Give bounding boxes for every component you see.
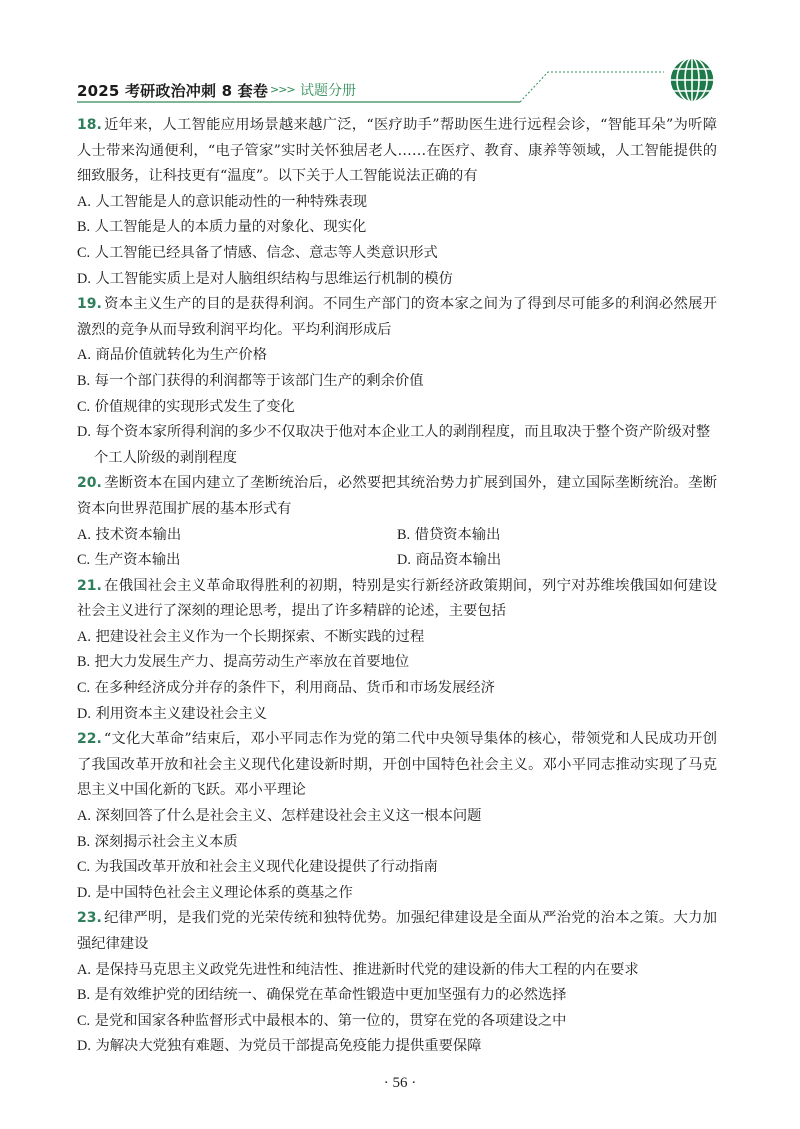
- question-text: 垄断资本在国内建立了垄断统治后，必然要把其统治势力扩展到国外，建立国际垄断统治。垄断资本向世界范围扩展的基本形式有: [77, 475, 717, 517]
- option-d[interactable]: D. 商品资本输出: [397, 552, 502, 569]
- option-b[interactable]: B. 把大力发展生产力、提高劳动生产率放在首要地位: [77, 654, 410, 671]
- question-stem: [77, 727, 717, 804]
- page-number: · 56 ·: [383, 1075, 417, 1091]
- option-d[interactable]: D. 是中国特色社会主义理论体系的奠基之作: [77, 884, 353, 901]
- question-number: 23.: [77, 910, 102, 927]
- option-c[interactable]: C. 价值规律的实现形式发生了变化: [77, 398, 295, 415]
- book-title: 2025 考研政治冲刺 8 套卷: [77, 82, 269, 100]
- option-b[interactable]: B. 人工智能是人的本质力量的对象化、现实化: [77, 219, 367, 236]
- option-a[interactable]: A. 是保持马克思主义政党先进性和纯洁性、推进新时代党的建设新的伟大工程的内在要求: [77, 961, 639, 978]
- question-22: [77, 727, 717, 906]
- question-stem: [77, 574, 717, 625]
- option-a[interactable]: A. 把建设社会主义作为一个长期探索、不断实践的过程: [77, 628, 425, 645]
- option-row: [77, 548, 717, 574]
- question-20: [77, 471, 717, 573]
- page-header: [0, 0, 800, 115]
- option-c[interactable]: C. 生产资本输出: [77, 552, 181, 569]
- question-21: [77, 574, 717, 728]
- option-b[interactable]: B. 每一个部门获得的利润都等于该部门生产的剩余价值: [77, 372, 424, 389]
- option-row: [77, 523, 717, 549]
- question-stem: [77, 292, 717, 343]
- question-number: 20.: [77, 475, 102, 492]
- header-arrows: >>>: [270, 83, 295, 96]
- question-number: 21.: [77, 577, 102, 594]
- question-23: [77, 906, 717, 1060]
- section-subtitle: 试题分册: [300, 83, 356, 99]
- option-a[interactable]: A. 人工智能是人的意识能动性的一种特殊表现: [77, 193, 368, 210]
- question-text: “文化大革命”结束后，邓小平同志作为党的第二代中央领导集体的核心，带领党和人民成功开创了我国改革开放和社会主义现代化建设新时期，开创中国特色社会主义。邓小平同志推动实现了马克思主义中国化新的飞跃。邓小平理论: [77, 731, 717, 799]
- question-text: 资本主义生产的目的是获得利润。不同生产部门的资本家之间为了得到尽可能多的利润必然展开激烈的竞争从而导致利润平均化。平均利润形成后: [77, 296, 717, 338]
- question-text: 纪律严明，是我们党的光荣传统和独特优势。加强纪律建设是全面从严治党的治本之策。大力加强纪律建设: [77, 910, 717, 952]
- option-c[interactable]: C. 为我国改革开放和社会主义现代化建设提供了行动指南: [77, 859, 438, 876]
- option-c[interactable]: C. 是党和国家各种监督形式中最根本的、第一位的，贯穿在党的各项建设之中: [77, 1012, 567, 1029]
- globe-icon: [668, 56, 716, 104]
- question-stem: [77, 906, 717, 957]
- question-number: 19.: [77, 296, 102, 313]
- question-18: [77, 113, 717, 292]
- question-19: [77, 292, 717, 471]
- option-a[interactable]: A. 深刻回答了什么是社会主义、怎样建设社会主义这一根本问题: [77, 808, 482, 825]
- option-a[interactable]: A. 技术资本输出: [77, 526, 182, 543]
- question-number: 18.: [77, 117, 102, 133]
- option-d[interactable]: D. 人工智能实质上是对人脑组织结构与思维运行机制的模仿: [77, 270, 453, 287]
- question-stem: [77, 471, 717, 522]
- question-stem: [77, 113, 717, 190]
- question-text: 近年来，人工智能应用场景越来越广泛，“医疗助手”帮助医生进行远程会诊，“智能耳朵”为听障人士带来沟通便利，“电子管家”实时关怀独居老人……在医疗、教育、康养等领域，人工智能提供的细致服务，让科技更有“温度”。以下关于人工智能说法正确的有: [77, 117, 717, 185]
- option-b[interactable]: B. 是有效维护党的团结统一、确保党在革命性锻造中更加坚强有力的必然选择: [77, 987, 567, 1004]
- question-number: 22.: [77, 731, 102, 748]
- option-d[interactable]: D. 利用资本主义建设社会主义: [77, 705, 268, 722]
- option-d[interactable]: D. 每个资本家所得利润的多少不仅取决于他对本企业工人的剥削程度，而且取决于整个资产阶级对整个工人阶级的剥削程度: [77, 424, 711, 466]
- option-b[interactable]: B. 深刻揭示社会主义本质: [77, 833, 238, 850]
- option-b[interactable]: B. 借贷资本输出: [397, 526, 501, 543]
- option-c[interactable]: C. 在多种经济成分并存的条件下，利用商品、货币和市场发展经济: [77, 680, 495, 697]
- option-d[interactable]: D. 为解决大党独有难题、为党员干部提高免疫能力提供重要保障: [77, 1038, 482, 1055]
- option-c[interactable]: C. 人工智能已经具备了情感、信念、意志等人类意识形式: [77, 244, 438, 261]
- question-list: [77, 113, 717, 1060]
- question-text: 在俄国社会主义革命取得胜利的初期，特别是实行新经济政策期间，列宁对苏维埃俄国如何建设社会主义进行了深刻的理论思考，提出了许多精辟的论述，主要包括: [77, 577, 717, 620]
- option-a[interactable]: A. 商品价值就转化为生产价格: [77, 347, 268, 364]
